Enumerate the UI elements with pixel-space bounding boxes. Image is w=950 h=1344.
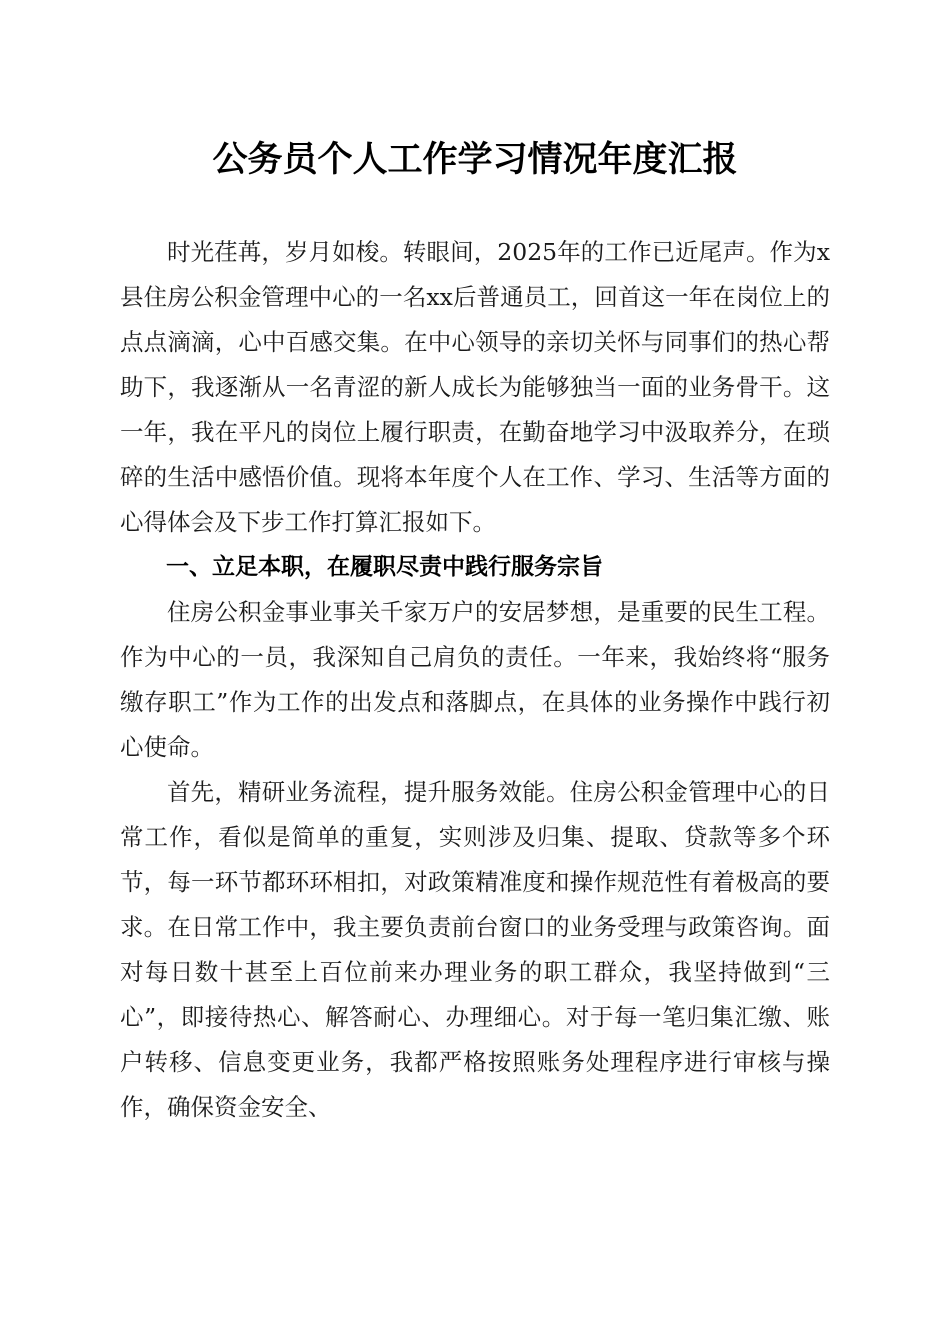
section-paragraph-1: 住房公积金事业事关千家万户的安居梦想，是重要的民生工程。作为中心的一员，我深知自己肩负的责任。一年来，我始终将“服务缴存职工”作为工作的出发点和落脚点，在具体的业务操作中践行初心使命。	[120, 598, 830, 761]
document-body	[120, 230, 830, 1130]
section-heading: 一、立足本职，在履职尽责中践行服务宗旨	[166, 554, 603, 580]
section-paragraph-2: 首先，精研业务流程，提升服务效能。住房公积金管理中心的日常工作，看似是简单的重复，实则涉及归集、提取、贷款等多个环节，每一环节都环环相扣，对政策精准度和操作规范性有着极高的要求。在日常工作中，我主要负责前台窗口的业务受理与政策咨询。面对每日数十甚至上百位前来办理业务的职工群众，我坚持做到“三心”，即接待热心、解答耐心、办理细心。对于每一笔归集汇缴、账户转移、信息变更业务，我都严格按照账务处理程序进行审核与操作，确保资金安全、	[120, 778, 830, 1121]
document-title: 公务员个人工作学习情况年度汇报	[212, 139, 738, 180]
intro-paragraph: 时光荏苒，岁月如梭。转眼间，2025年的工作已近尾声。作为x县住房公积金管理中心的一名xx后普通员工，回首这一年在岗位上的点点滴滴，心中百感交集。在中心领导的亲切关怀与同事们的热心帮助下，我逐渐从一名青涩的新人成长为能够独当一面的业务骨干。这一年，我在平凡的岗位上履行职责，在勤奋地学习中汲取养分，在琐碎的生活中感悟价值。现将本年度个人在工作、学习、生活等方面的心得体会及下步工作打算汇报如下。	[120, 238, 830, 536]
